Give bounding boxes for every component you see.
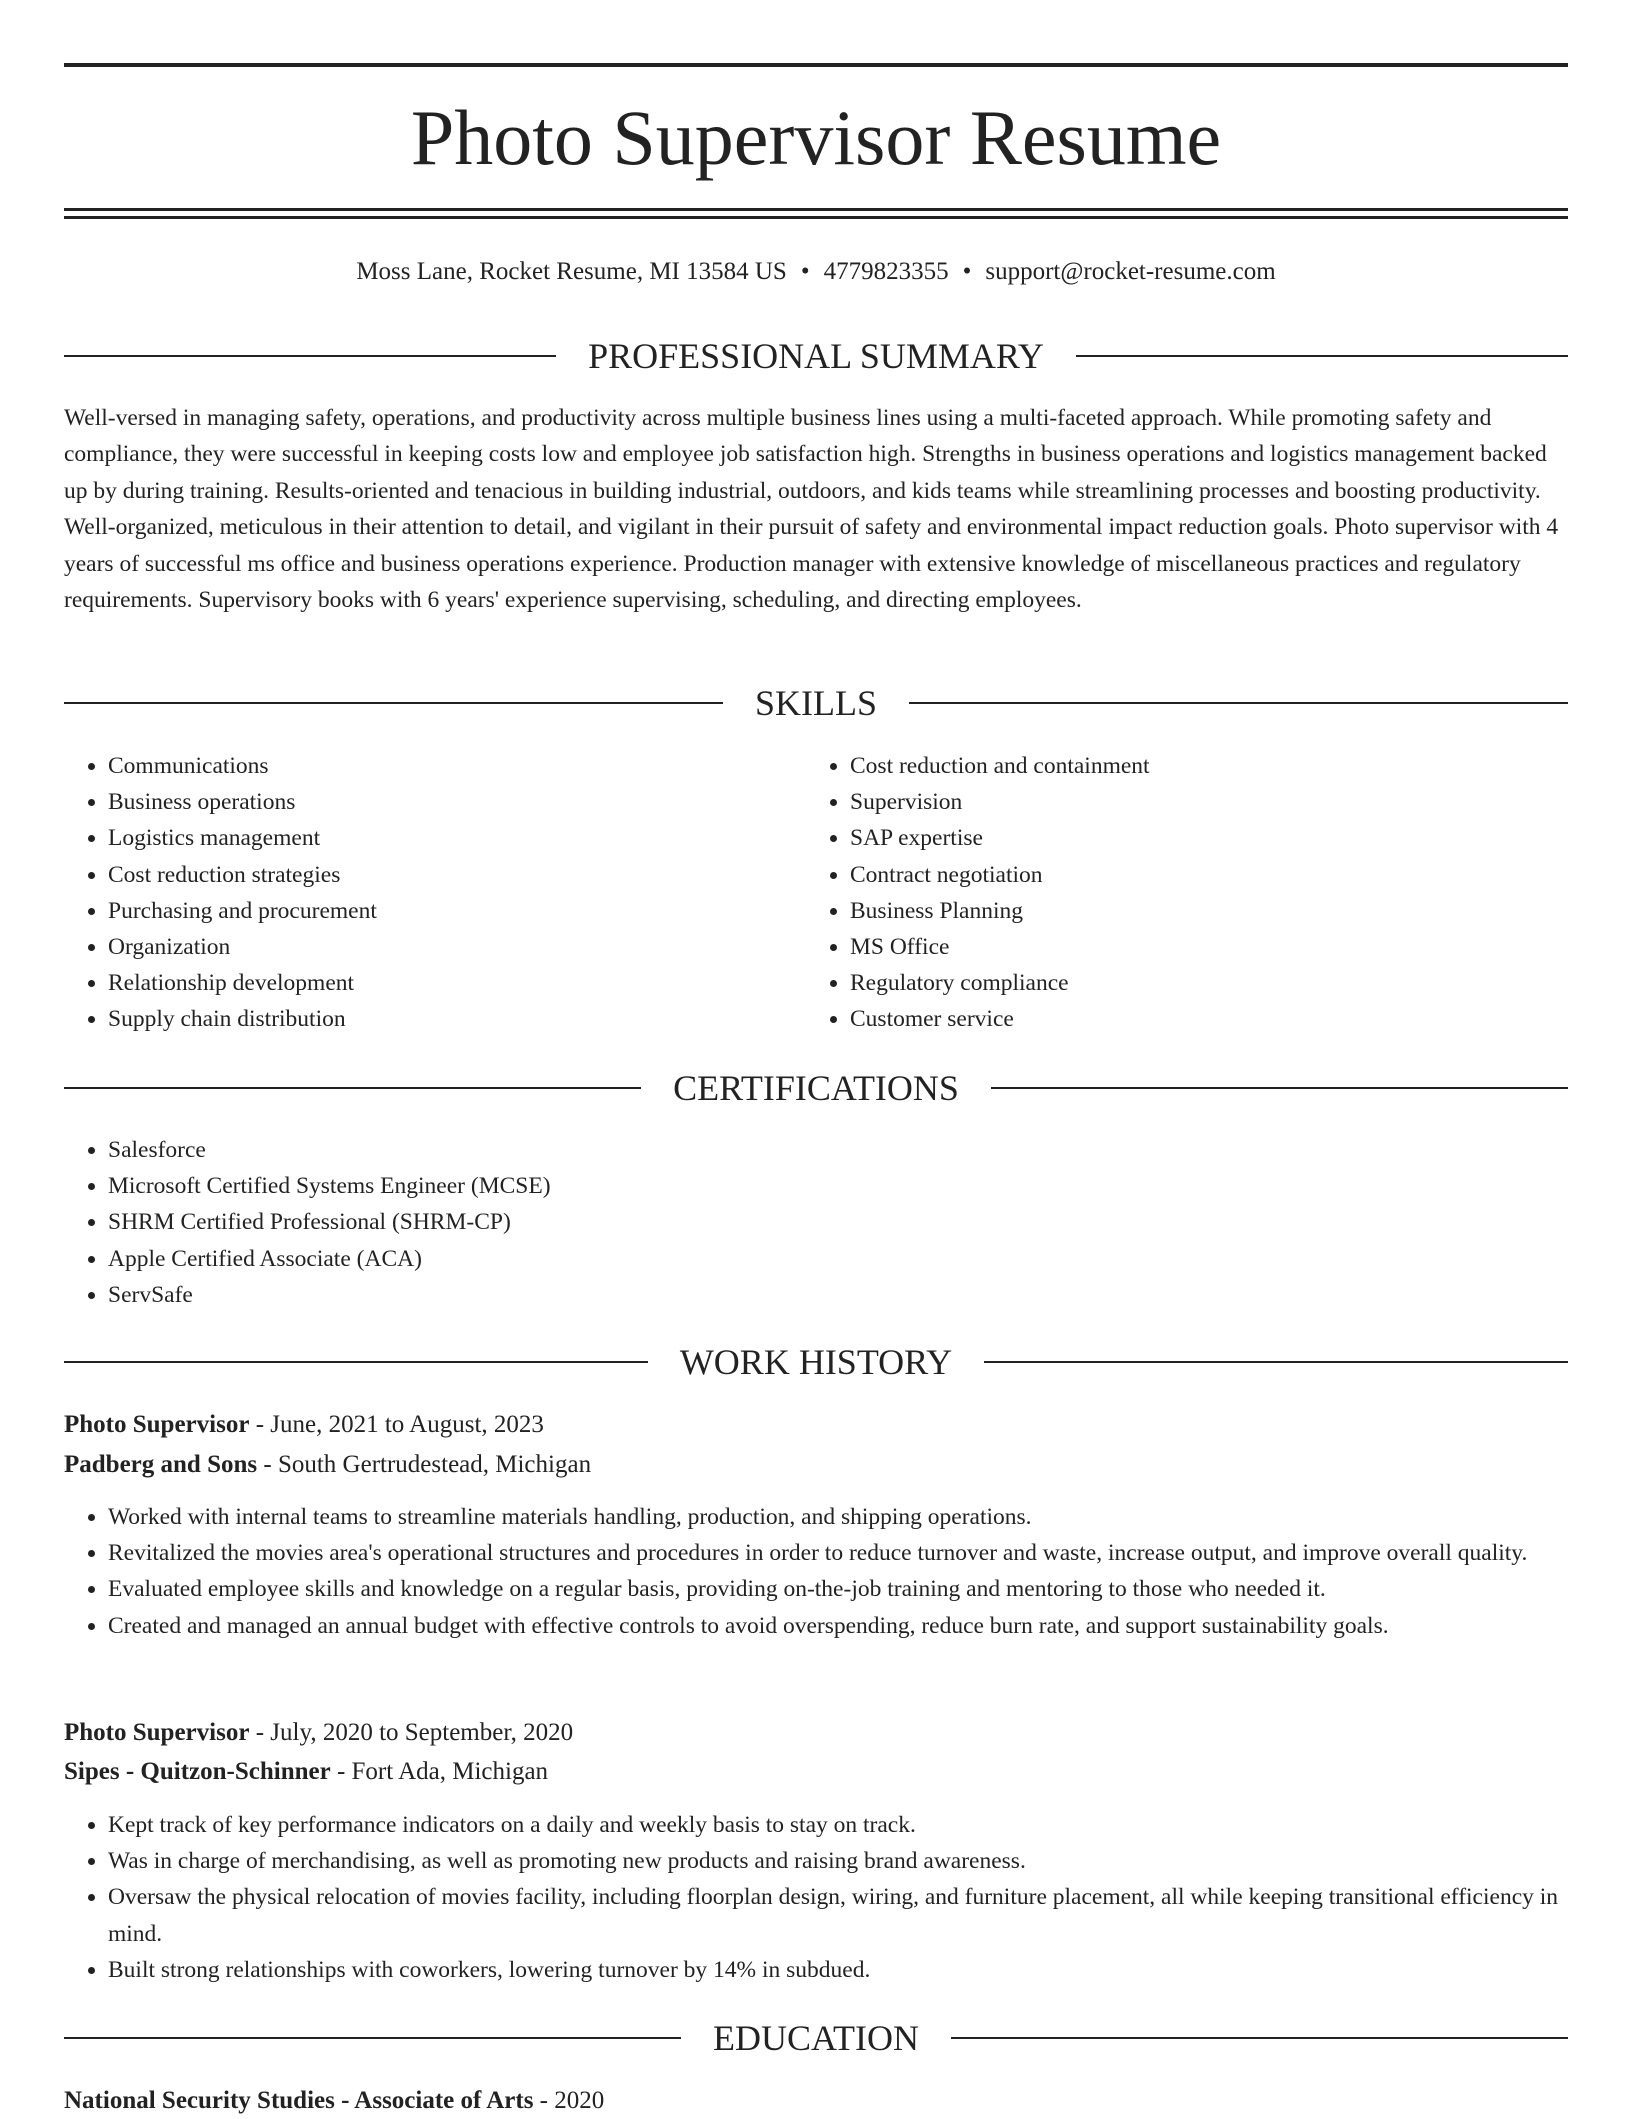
certification-item: • Salesforce	[108, 1132, 1568, 1168]
job-dates: - July, 2020 to September, 2020	[249, 1719, 574, 1746]
job-company: Sipes - Quitzon-Schinner	[64, 1758, 331, 1785]
heading-rule-left	[64, 1087, 641, 1089]
skills-column-left	[64, 748, 804, 1038]
contact-line	[64, 254, 1568, 290]
section-heading-certifications	[64, 1066, 1568, 1110]
skill-item: • Supervision	[850, 784, 1568, 820]
heading-rule-right	[1076, 355, 1568, 357]
certifications-list	[64, 1132, 1568, 1313]
heading-rule-left	[64, 2037, 681, 2039]
job-duty-item: • Revitalized the movies area's operational structures and procedures in order to reduce turnover and waste, increase output, and improve overall quality.	[108, 1535, 1568, 1571]
job-duty-item: • Created and managed an annual budget with effective controls to avoid overspending, reduce burn rate, and support sustainability goals.	[108, 1608, 1568, 1644]
education-year: - 2020	[533, 2087, 605, 2114]
heading-rule-left	[64, 1361, 648, 1363]
skill-item: • Logistics management	[108, 820, 804, 856]
certification-item: • SHRM Certified Professional (SHRM-CP)	[108, 1204, 1568, 1240]
skill-item: • Customer service	[850, 1001, 1568, 1037]
skill-item: • Supply chain distribution	[108, 1001, 804, 1037]
education-degree: National Security Studies - Associate of Arts	[64, 2087, 534, 2114]
section-heading-skills	[64, 681, 1568, 725]
skills-list-right	[806, 748, 1568, 1038]
heading-rule-left	[64, 702, 723, 704]
section-heading-education	[64, 2016, 1568, 2060]
contact-separator: •	[962, 258, 972, 285]
skills-list-left	[64, 748, 804, 1038]
job-duty-item: • Kept track of key performance indicators on a daily and weekly basis to stay on track.	[108, 1807, 1568, 1843]
skill-item: • Business operations	[108, 784, 804, 820]
skills-column-right	[806, 748, 1568, 1038]
title-rule-upper	[64, 208, 1568, 211]
skill-item: • Communications	[108, 748, 804, 784]
job-duty-item: • Evaluated employee skills and knowledge on a regular basis, providing on-the-job training and mentoring to those who needed it.	[108, 1571, 1568, 1607]
job-title-line	[64, 1407, 1568, 1443]
skill-item: • Organization	[108, 929, 804, 965]
job-title: Photo Supervisor	[64, 1719, 250, 1746]
certification-item: • Apple Certified Associate (ACA)	[108, 1241, 1568, 1277]
job-title-line	[64, 1715, 1568, 1751]
job-dates: - June, 2021 to August, 2023	[249, 1411, 544, 1438]
skill-item: • Cost reduction strategies	[108, 857, 804, 893]
contact-address: Moss Lane, Rocket Resume, MI 13584 US	[356, 258, 787, 285]
heading-rule-right	[991, 1087, 1568, 1089]
job-company-line	[64, 1754, 1568, 1790]
skill-item: • Purchasing and procurement	[108, 893, 804, 929]
page-title: Photo Supervisor Resume	[410, 94, 1222, 181]
job-duties	[64, 1807, 1568, 1988]
job-title: Photo Supervisor	[64, 1411, 250, 1438]
heading-rule-right	[951, 2037, 1568, 2039]
job-company: Padberg and Sons	[64, 1451, 258, 1478]
heading-rule-left	[64, 355, 556, 357]
section-heading-label: PROFESSIONAL SUMMARY	[588, 336, 1044, 376]
section-heading-label: EDUCATION	[713, 2018, 919, 2058]
skill-item: • Contract negotiation	[850, 857, 1568, 893]
job-duties	[64, 1499, 1568, 1644]
skill-item: • Regulatory compliance	[850, 965, 1568, 1001]
section-heading-label: WORK HISTORY	[679, 1342, 953, 1382]
section-heading-label: CERTIFICATIONS	[673, 1068, 959, 1108]
job-company-line	[64, 1447, 1568, 1483]
top-rule	[64, 63, 1568, 67]
contact-email: support@rocket-resume.com	[985, 258, 1276, 285]
skill-item: • Cost reduction and containment	[850, 748, 1568, 784]
section-heading-label: SKILLS	[755, 683, 878, 723]
section-heading-summary	[64, 334, 1568, 378]
job-location: - South Gertrudestead, Michigan	[257, 1451, 592, 1478]
certification-item: • ServSafe	[108, 1277, 1568, 1313]
title-rule-lower	[64, 216, 1568, 219]
certifications-block	[64, 1132, 1568, 1313]
heading-rule-right	[909, 702, 1568, 704]
certification-item: • Microsoft Certified Systems Engineer (MCSE)	[108, 1168, 1568, 1204]
contact-separator: •	[800, 258, 810, 285]
skill-item: • Relationship development	[108, 965, 804, 1001]
job-duties-list	[64, 1807, 1568, 1988]
section-heading-work-history	[64, 1340, 1568, 1384]
job-duty-item: • Built strong relationships with coworkers, lowering turnover by 14% in subdued.	[108, 1952, 1568, 1988]
job-duty-item: • Worked with internal teams to streamline materials handling, production, and shipping operations.	[108, 1499, 1568, 1535]
summary-text: Well-versed in managing safety, operations, and productivity across multiple business lines using a multi-faceted approach. While promoting safety and compliance, they were successful in keeping costs low and employee job satisfaction high. Strengths in business operations and logistics management backed up by during training. Results-oriented and tenacious in building industrial, outdoors, and kids teams while streamlining processes and boosting productivity. Well-organized, meticulous in their attention to detail, and vigilant in their pursuit of safety and environmental impact reduction goals. Photo supervisor with 4 years of successful ms office and business operations experience. Production manager with extensive knowledge of miscellaneous practices and regulatory requirements. Supervisory books with 6 years' experience supervising, scheduling, and directing employees.	[64, 405, 1559, 614]
education-entry	[64, 2083, 1568, 2119]
job-duty-item: • Was in charge of merchandising, as well as promoting new products and raising brand awareness.	[108, 1843, 1568, 1879]
job-duties-list	[64, 1499, 1568, 1644]
job-location: - Fort Ada, Michigan	[330, 1758, 549, 1785]
skill-item: • Business Planning	[850, 893, 1568, 929]
skill-item: • SAP expertise	[850, 820, 1568, 856]
job-duty-item: • Oversaw the physical relocation of movies facility, including floorplan design, wiring, and furniture placement, all while keeping transitional efficiency in mind.	[108, 1879, 1568, 1951]
skill-item: • MS Office	[850, 929, 1568, 965]
contact-phone: 4779823355	[823, 258, 949, 285]
heading-rule-right	[984, 1361, 1568, 1363]
